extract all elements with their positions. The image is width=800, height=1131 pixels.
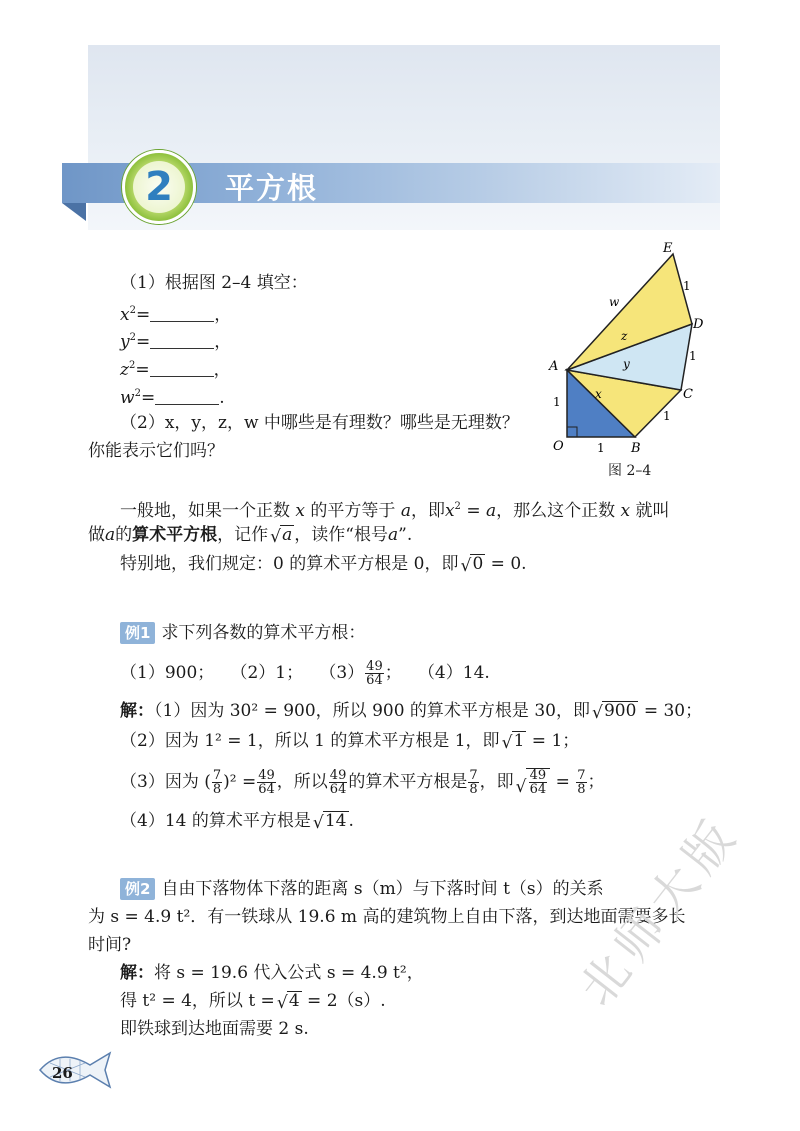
label-bc-1: 1 (663, 409, 671, 423)
q2-line2: 你能表示它们吗？ (88, 441, 224, 461)
example1-prompt: 例1 求下列各数的算术平方根： (120, 622, 365, 644)
page-number: 26 (52, 1064, 73, 1082)
example2-line1: 例2 自由下落物体下落的距离 s（m）与下落时间 t（s）的关系 (120, 878, 604, 900)
section-number: 2 (133, 161, 185, 213)
example1-solution-4: （4）14 的算术平方根是 √ 14 . (120, 811, 354, 833)
definition-line3: 特别地，我们规定：0 的算术平方根是 0，即 √ 0 = 0. (120, 554, 527, 576)
example1-items: （1）900； （2）1； （3） $\frac{49}{64}$ ； （4）14. (120, 659, 490, 688)
banner-fold (62, 203, 86, 221)
q2-line1: （2）x，y，z，w 中哪些是有理数？哪些是无理数？ (120, 413, 519, 433)
label-y: y (623, 357, 630, 371)
q1-intro: （1）根据图 2–4 填空： (120, 273, 308, 293)
figure-2-4 (545, 240, 725, 455)
example1-solution-3: （3）因为 ( $\frac{7}{8}$ )² = $\frac{49}{64}$ ，所以 $\frac{49}{64}$ 的算术平方根是 $\frac{7}{8}$ ，即 √ $\frac{49}{64}$ = $\frac{7}{8}$ ； (120, 768, 605, 797)
point-b: B (631, 441, 641, 455)
label-ob-1: 1 (597, 441, 605, 455)
point-d: D (693, 317, 704, 332)
watermark: 北师大版 (568, 805, 751, 1017)
label-z: z (621, 329, 628, 343)
example2-solution-1: 解：将 s = 19.6 代入公式 s = 4.9 t²， (120, 963, 424, 983)
definition-line2: 做a的算术平方根，记作 √ a ，读作“根号a”. (88, 525, 413, 547)
point-a: A (549, 359, 559, 374)
label-x: x (595, 387, 602, 401)
point-c: C (683, 387, 693, 402)
example2-line2: 为 s = 4.9 t²．有一铁球从 19.6 m 高的建筑物上自由下落，到达地面需要多长 (88, 907, 686, 927)
section-title: 平方根 (225, 171, 319, 205)
fish-page-ornament-icon (35, 1045, 115, 1095)
section-number-badge (122, 150, 196, 224)
example2-solution-3: 即铁球到达地面需要 2 s. (120, 1019, 309, 1039)
blank-row-y: $y^2=$ ， (120, 332, 232, 352)
example2-tag: 例2 (120, 878, 155, 900)
example2-line3: 时间? (88, 935, 132, 955)
example1-solution-1: 解：（1）因为 30² = 900，所以 900 的算术平方根是 30，即 √ 900 = 30； (120, 701, 703, 723)
label-oa-1: 1 (553, 395, 561, 409)
definition-line1: 一般地，如果一个正数 x 的平方等于 a，即$x^2 = a$，那么这个正数 x 就叫 (120, 501, 670, 521)
label-de-1: 1 (683, 279, 691, 293)
example2-solution-2: 得 t² = 4，所以 t = √ 4 = 2（s）. (120, 991, 386, 1013)
example1-solution-2: （2）因为 1² = 1，所以 1 的算术平方根是 1，即 √ 1 = 1； (120, 731, 580, 753)
point-e: E (663, 241, 673, 256)
label-cd-1: 1 (689, 349, 697, 363)
figure-caption: 图 2–4 (608, 463, 652, 479)
point-o: O (553, 439, 564, 454)
blank-row-x: $x^2=$ ， (120, 305, 232, 325)
example1-tag: 例1 (120, 622, 155, 644)
blank-row-z: $z^2=$ ， (120, 360, 231, 380)
blank-row-w: $w^2=$ . (120, 388, 225, 408)
label-w: w (609, 295, 620, 309)
